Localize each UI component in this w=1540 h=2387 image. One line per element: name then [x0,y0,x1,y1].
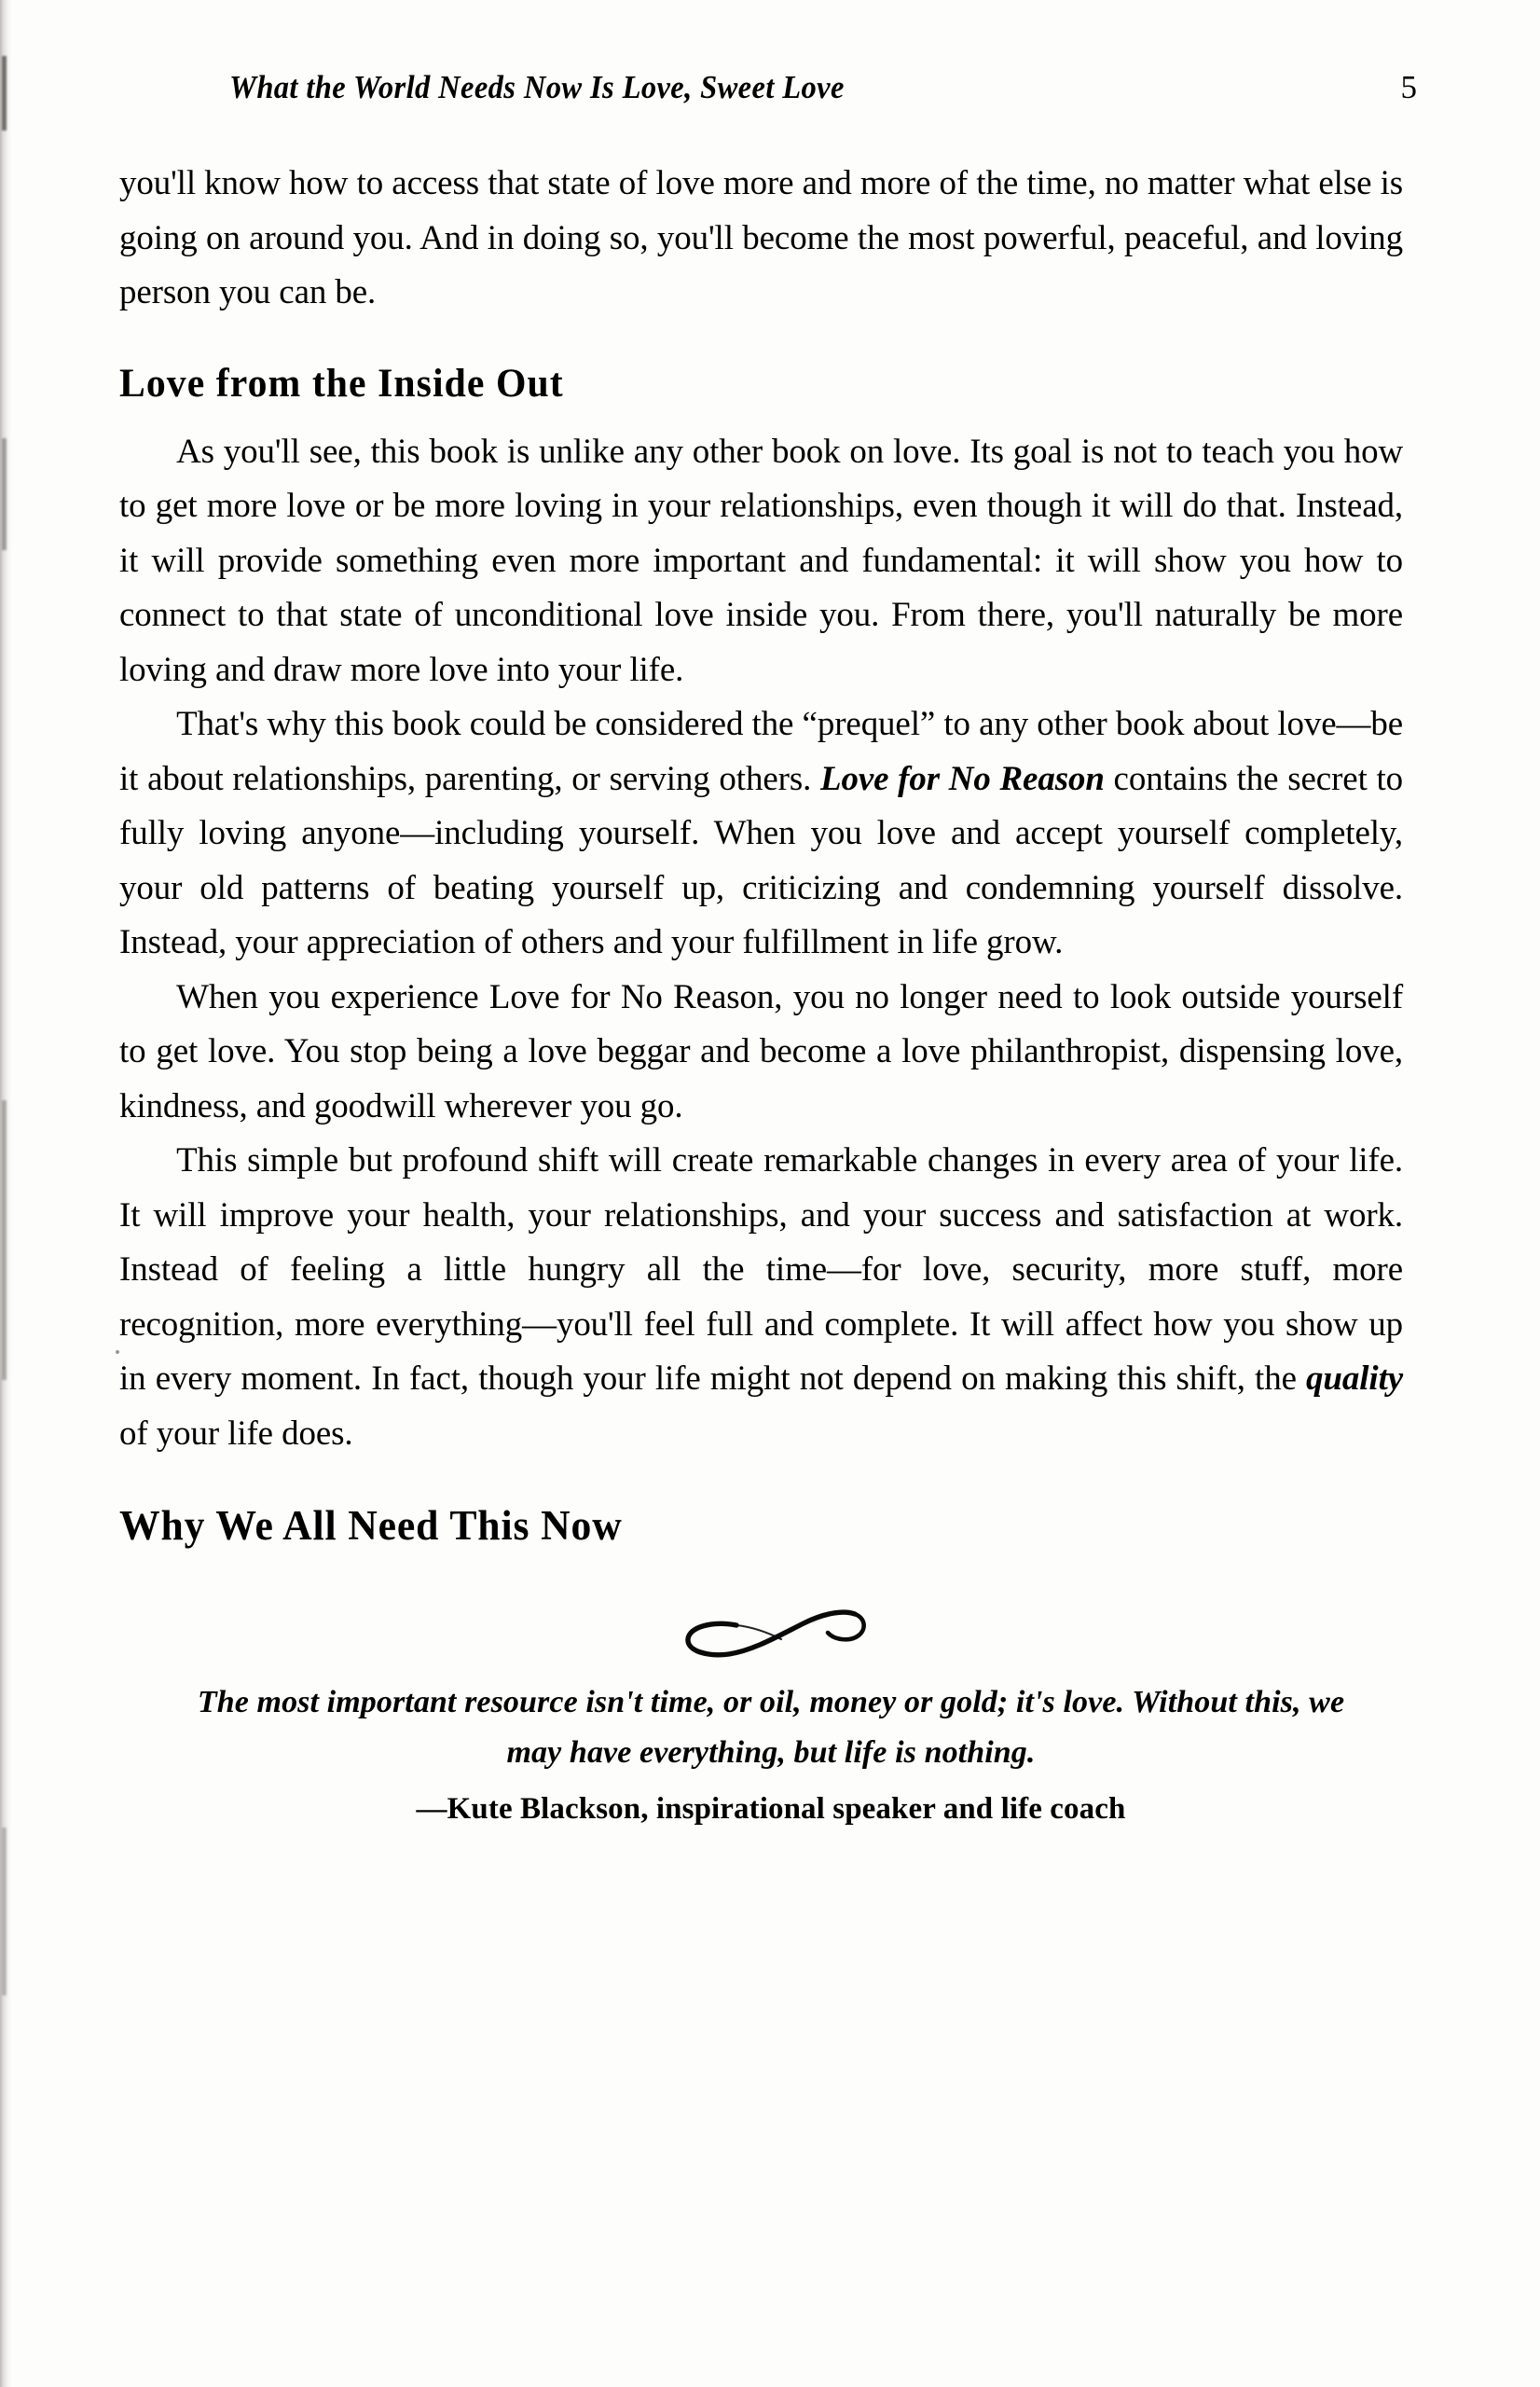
running-head-title: What the World Needs Now Is Love, Sweet Love [229,69,845,105]
scan-edge-smudge [2,438,7,550]
spacer [119,410,1423,425]
section-heading-why-we-all-need-this-now: Why We All Need This Now [119,1502,623,1549]
section-heading-love-from-the-inside-out: Love from the Inside Out [119,361,564,406]
paragraph-text-part: contains the secret to fully loving anyone—including yourself. When you love and accept yourself completely, your old patterns of beating yourself up, criticizing and condemning yourself dissolve. Instead, your appreciation of others and your fulfillment in life grow. [119,759,1404,961]
paragraph-continued: you'll know how to access that state of love more and more of the time, no matter what else is going on around you. And in doing so, you'll become the most powerful, peaceful, and loving person you can be. [119,164,1404,311]
book-title-emphasis: Love for No Reason [820,759,1105,798]
page-number: 5 [1400,69,1417,105]
scan-edge-smudge [2,56,7,131]
page-content [119,0,1423,1830]
epigraph-attribution: —Kute Blackson, inspirational speaker and life coach [416,1792,1126,1826]
paragraph-text-part: That's why this book could be considered the “prequel” to any other book about love—be it about relationships, parenting, or serving others. [119,705,1404,798]
paragraph: When you experience Love for No Reason, you no longer need to look outside yourself to get love. You stop being a love beggar and become a love philanthropist, dispensing love, kindness, and goodwill wherever you go. [119,977,1404,1125]
ornament-block [119,1601,1423,1674]
scan-edge-smudge [2,1100,7,1380]
paragraph: As you'll see, this book is unlike any other book on love. Its goal is not to teach you how to get more love or be more loving in your relationships, even though it will do that. Instead, it will provide something even more important and fundamental: it will show you how to connect to that state of unconditional love inside you. From there, you'll naturally be more loving and draw more love into your life. [119,432,1404,689]
word-emphasis: quality [1306,1359,1404,1398]
paragraph-text-part: of your life does. [119,1414,353,1453]
scan-edge-smudge [2,1828,7,1995]
spacer [119,321,1423,358]
running-head [119,54,1423,157]
paragraph [119,697,1403,971]
epigraph-quote: The most important resource isn't time, or oil, money or gold; it's love. Without this, we may have everything, but life is nothing. [197,1685,1345,1770]
paragraph-text-part: This simple but profound shift will create remarkable changes in every area of your life. It will improve your health, your relationships, and your success and satisfaction at work. Instead of feeling a little hungry all the time—for love, security, more stuff, more recognition, more everything—you'll feel full and complete. It will affect how you show up in every moment. In fact, though your life might not depend on making this shift, the [119,1141,1404,1398]
calligraphic-flourish-ornament [664,1601,878,1663]
paragraph [119,1134,1403,1461]
spacer [119,1461,1423,1498]
